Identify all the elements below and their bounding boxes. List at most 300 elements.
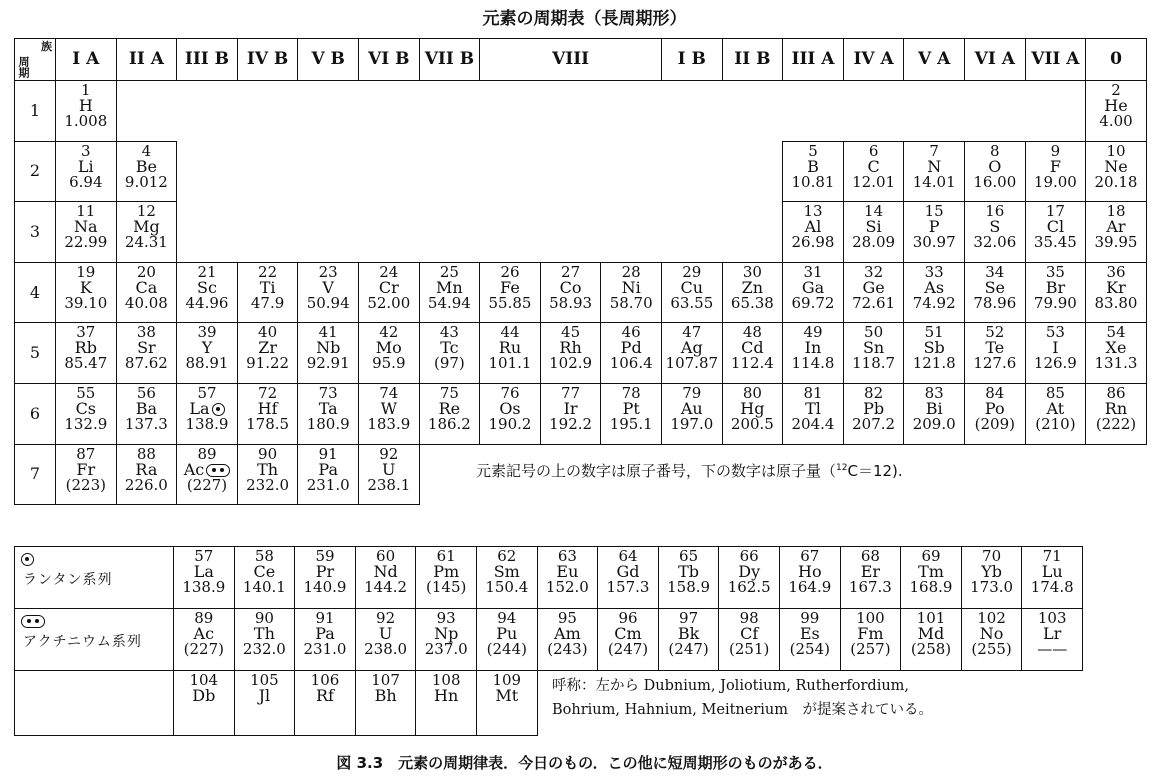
atomic-mass: 137.3 [124, 415, 168, 433]
atomic-number: 108 [431, 671, 461, 689]
atomic-number: 36 [1106, 262, 1126, 281]
element-cell [1025, 322, 1087, 384]
atomic-number: 32 [864, 262, 884, 281]
atomic-mass: 121.8 [912, 354, 956, 373]
element-symbol: Cu [680, 277, 704, 297]
atomic-number: 9 [1050, 141, 1061, 160]
atomic-number: 14 [864, 202, 884, 221]
element-symbol: N [927, 156, 942, 176]
element-cell [843, 141, 905, 203]
element-cell [782, 322, 844, 384]
period-number: 3 [29, 221, 41, 241]
atomic-mass: 19.00 [1033, 172, 1077, 191]
period-number: 6 [29, 403, 41, 423]
group-header [237, 38, 299, 81]
element-cell [55, 322, 117, 384]
element-symbol: Rf [316, 686, 334, 705]
element-symbol: Pu [496, 624, 518, 643]
element-symbol: Md [917, 624, 945, 643]
atomic-mass: 197.0 [670, 415, 714, 433]
atomic-mass: 183.9 [367, 415, 411, 433]
atomic-number: 23 [318, 262, 338, 281]
atomic-number: 17 [1045, 202, 1065, 221]
actinide-label-cell [14, 608, 174, 671]
element-cell [476, 670, 538, 736]
element-symbol: Nb [316, 338, 341, 358]
group-header-label: 0 [1110, 49, 1122, 69]
atomic-number: 101 [916, 609, 946, 627]
atomic-number: 70 [982, 547, 1002, 565]
element-cell [1025, 141, 1087, 203]
atomic-mass: (257) [850, 640, 891, 658]
atomic-number: 109 [492, 671, 522, 689]
element-cell [964, 262, 1026, 324]
element-cell [779, 608, 841, 671]
element-symbol: Ho [798, 562, 822, 581]
atomic-mass: (210) [1035, 415, 1076, 433]
element-symbol: Ge [862, 277, 885, 297]
element-cell [297, 262, 359, 324]
group-header-label: VII A [1031, 49, 1080, 69]
element-cell [1085, 80, 1147, 142]
atomic-number: 11 [76, 202, 96, 221]
atomic-number: 45 [561, 323, 581, 342]
element-symbol: Mo [375, 338, 402, 358]
element-symbol: Ar [1106, 217, 1126, 237]
element-cell [903, 322, 965, 384]
element-symbol: W [380, 399, 398, 418]
element-cell [237, 322, 299, 384]
atomic-mass: 4.00 [1099, 112, 1133, 130]
element-cell [1021, 546, 1083, 609]
corner-period-label: 周期 [17, 56, 30, 78]
name-note-line2: Bohrium, Hahnium, Meitnerium が提案されている。 [552, 702, 933, 718]
element-symbol: P [928, 217, 940, 237]
element-symbol: Sr [137, 338, 156, 358]
element-symbol: Pa [318, 459, 338, 479]
element-symbol: Ca [135, 277, 158, 297]
element-symbol: H [78, 96, 93, 115]
atomic-mass: (209) [974, 415, 1015, 433]
element-cell [55, 444, 117, 506]
atomic-mass: (255) [971, 640, 1012, 658]
group-header-label: V A [918, 49, 951, 69]
atomic-number: 72 [258, 384, 278, 402]
atomic-mass: —— [1037, 640, 1068, 658]
element-cell [540, 262, 602, 324]
atomic-mass: 195.1 [609, 415, 653, 433]
element-symbol: Hg [740, 399, 765, 418]
element-symbol: Be [135, 156, 157, 176]
actinide-label: アクチニウム系列 [23, 634, 142, 650]
atomic-mass: 118.7 [852, 354, 896, 373]
atomic-number: 97 [679, 609, 699, 627]
atomic-mass: 162.5 [727, 578, 771, 596]
atomic-mass: (247) [607, 640, 649, 658]
atomic-mass: 140.1 [242, 578, 286, 596]
group-header-label: VII B [424, 49, 475, 69]
element-symbol: Hf [257, 399, 278, 418]
element-cell [540, 383, 602, 445]
atomic-number: 68 [860, 547, 880, 565]
element-symbol: F [1049, 156, 1061, 176]
atomic-mass: 106.4 [609, 354, 653, 373]
element-cell [173, 670, 235, 736]
atomic-number: 85 [1045, 384, 1065, 402]
header-corner [14, 38, 56, 81]
atomic-mass: (227) [183, 640, 224, 658]
element-cell [1085, 141, 1147, 203]
element-symbol: Hn [434, 686, 459, 705]
atomic-number: 6 [868, 141, 879, 160]
atomic-number: 82 [864, 384, 884, 402]
atomic-mass: 9.012 [124, 172, 168, 191]
atomic-mass: 173.0 [970, 578, 1014, 596]
atomic-number: 105 [250, 671, 279, 689]
element-symbol: Np [434, 624, 459, 643]
element-symbol: Tl [805, 399, 821, 418]
period-label [14, 141, 56, 203]
element-symbol: Ir [563, 399, 578, 418]
element-symbol: S [989, 217, 1001, 237]
atomic-number: 34 [985, 262, 1005, 281]
element-symbol: Fr [76, 459, 96, 479]
atomic-mass: 30.97 [912, 233, 956, 252]
atomic-mass: 231.0 [306, 475, 350, 494]
element-cell [55, 383, 117, 445]
atomic-number: 41 [318, 323, 338, 342]
group-header-label: III A [791, 49, 835, 69]
atomic-mass: (251) [729, 640, 770, 658]
atomic-number: 100 [856, 609, 885, 627]
element-cell [661, 262, 723, 324]
group-header-label: I A [72, 49, 100, 69]
atomic-mass: 204.4 [791, 415, 835, 433]
atomic-mass: 85.47 [64, 354, 108, 373]
atomic-mass: 58.70 [609, 293, 653, 312]
atomic-number: 92 [379, 444, 399, 463]
atomic-number: 24 [379, 262, 399, 281]
element-cell [1025, 262, 1087, 324]
lanthanide-label: ランタン系列 [23, 572, 113, 588]
element-symbol: Rh [559, 338, 582, 358]
element-symbol: Mt [495, 686, 519, 705]
period-label [14, 383, 56, 445]
atomic-mass: 65.38 [730, 293, 774, 312]
atomic-mass: 55.85 [488, 293, 532, 312]
element-symbol: K [79, 277, 92, 297]
element-cell [661, 383, 723, 445]
element-cell [358, 444, 420, 506]
element-symbol: Jl [258, 686, 271, 705]
element-symbol: Ni [621, 277, 641, 297]
element-symbol: As [924, 277, 945, 297]
atomic-mass: 180.9 [306, 415, 350, 433]
atomic-number: 38 [136, 323, 156, 342]
atomic-number: 74 [379, 384, 399, 402]
element-cell [419, 262, 481, 324]
element-symbol: Ac [193, 624, 215, 643]
atomic-mass: 144.2 [364, 578, 408, 596]
element-cell [964, 322, 1026, 384]
element-cell [237, 262, 299, 324]
atomic-mass: 178.5 [246, 415, 290, 433]
element-symbol: Yb [981, 562, 1002, 581]
element-symbol: In [804, 338, 822, 358]
element-cell [419, 322, 481, 384]
atomic-number: 7 [929, 141, 939, 160]
atomic-number: 5 [808, 141, 818, 160]
atomic-number: 83 [924, 384, 944, 402]
atomic-mass: (227) [186, 475, 228, 494]
element-cell [597, 608, 659, 671]
element-cell [658, 546, 720, 609]
atomic-mass: 158.9 [667, 578, 711, 596]
atomic-number: 19 [76, 262, 96, 281]
element-cell [600, 383, 662, 445]
element-cell [903, 383, 965, 445]
atomic-mass: (254) [789, 640, 830, 658]
atomic-mass: 207.2 [852, 415, 896, 433]
atomic-mass: 232.0 [246, 475, 290, 494]
atomic-number: 31 [803, 262, 823, 281]
atomic-mass: 237.0 [424, 640, 468, 658]
element-cell [294, 608, 356, 671]
element-cell [840, 546, 902, 609]
element-cell [900, 546, 962, 609]
atomic-mass: 78.96 [973, 293, 1017, 312]
element-symbol: U [382, 459, 396, 479]
atomic-number: 99 [800, 609, 820, 627]
element-cell [116, 444, 178, 506]
atomic-mass: 140.9 [303, 578, 347, 596]
atomic-number: 90 [254, 609, 274, 627]
element-symbol: Au [680, 399, 703, 418]
atomic-mass: 47.9 [250, 293, 285, 312]
period-number: 2 [29, 161, 41, 181]
group-header [903, 38, 965, 81]
name-note-line1: 呼称：左から Dubnium, Joliotium, Rutherfordium, [552, 678, 910, 694]
element-cell [782, 383, 844, 445]
element-symbol: Pa [315, 624, 335, 643]
element-cell [234, 546, 296, 609]
atomic-mass: 28.09 [852, 233, 896, 252]
atomic-mass: 26.98 [791, 233, 835, 252]
atomic-mass: 32.06 [973, 233, 1017, 252]
atomic-mass: 20.18 [1094, 172, 1138, 191]
atomic-number: 40 [258, 323, 278, 342]
element-cell [294, 546, 356, 609]
atomic-mass: 39.10 [64, 293, 108, 312]
atomic-mass: 102.9 [549, 354, 593, 373]
element-symbol: Cr [378, 277, 399, 297]
atomic-number: 4 [141, 141, 152, 160]
atomic-number: 89 [194, 609, 214, 627]
element-cell [1025, 201, 1087, 263]
element-symbol: Sc [197, 277, 217, 297]
element-cell [297, 322, 359, 384]
element-cell [116, 201, 178, 263]
element-cell [419, 383, 481, 445]
element-symbol: Tm [918, 562, 944, 581]
element-cell [658, 608, 720, 671]
name-proposal-note [552, 674, 1152, 722]
element-symbol: B [807, 156, 819, 176]
element-cell [176, 383, 238, 445]
element-cell [537, 608, 599, 671]
atomic-number: 52 [985, 323, 1005, 342]
group-header [116, 38, 178, 81]
element-cell [961, 546, 1023, 609]
atomic-number: 66 [739, 547, 759, 565]
element-cell [661, 322, 723, 384]
atomic-mass: 150.4 [485, 578, 529, 596]
element-cell [961, 608, 1023, 671]
atomic-number: 55 [76, 384, 96, 402]
atomic-mass: 52.00 [367, 293, 411, 312]
atomic-mass: (222) [1095, 415, 1137, 433]
atomic-number: 50 [864, 323, 884, 342]
group-header [722, 38, 784, 81]
atomic-mass: 87.62 [124, 354, 168, 373]
element-cell [718, 608, 780, 671]
element-symbol: Er [860, 562, 881, 581]
atomic-number: 48 [742, 323, 762, 342]
atomic-number: 54 [1106, 323, 1126, 342]
atomic-mass: 126.9 [1033, 354, 1077, 373]
element-cell [294, 670, 356, 736]
atomic-mass: (247) [668, 640, 709, 658]
atomic-mass: 138.9 [185, 415, 229, 433]
group-header [782, 38, 844, 81]
note-text-before: 元素記号の上の数字は原子番号，下の数字は原子量（ [476, 462, 837, 480]
atomic-number: 81 [803, 384, 823, 402]
atomic-mass: 168.9 [909, 578, 953, 596]
atomic-mass: 238.1 [367, 475, 411, 494]
atomic-number: 79 [682, 384, 702, 402]
element-cell [1085, 383, 1147, 445]
element-cell [234, 608, 296, 671]
element-symbol: Es [799, 624, 820, 643]
period-number: 5 [29, 343, 41, 363]
element-symbol: Ga [801, 277, 825, 297]
element-cell [355, 608, 417, 671]
atomic-number: 107 [371, 671, 400, 689]
element-cell [355, 670, 417, 736]
atomic-number: 67 [800, 547, 820, 565]
element-cell [116, 322, 178, 384]
group-header-label: III B [184, 49, 230, 69]
atomic-number: 87 [76, 444, 96, 463]
period-number: 7 [29, 464, 41, 484]
element-symbol: Pm [433, 562, 460, 581]
group-header-label: VIII [552, 49, 590, 69]
element-symbol: Lu [1041, 562, 1063, 581]
lanthanide-marker-icon [21, 553, 34, 566]
atomic-mass: 186.2 [427, 415, 471, 433]
atomic-number: 35 [1045, 262, 1065, 281]
element-cell [55, 262, 117, 324]
element-symbol: O [988, 156, 1002, 176]
atomic-mass: 10.81 [791, 172, 835, 191]
atomic-mass: 157.3 [606, 578, 650, 596]
group-header [55, 38, 117, 81]
element-symbol: Eu [556, 562, 579, 581]
atomic-mass: 92.91 [306, 354, 350, 373]
group-header-label: II B [734, 49, 771, 69]
atomic-number: 20 [136, 262, 156, 281]
element-symbol: Tb [678, 562, 700, 581]
element-symbol: U [378, 624, 393, 643]
element-symbol: Cl [1046, 217, 1065, 237]
element-symbol: La [193, 562, 214, 581]
atomic-mass: 58.93 [549, 293, 593, 312]
atomic-number: 56 [136, 384, 156, 402]
atomic-number: 62 [497, 547, 517, 565]
atomic-number: 86 [1106, 384, 1126, 402]
atomic-mass: 167.3 [848, 578, 892, 596]
element-cell [840, 608, 902, 671]
atomic-number: 33 [924, 262, 944, 281]
element-cell [843, 383, 905, 445]
atomic-mass: (243) [547, 640, 588, 658]
element-symbol: Pr [315, 562, 335, 581]
element-cell [600, 322, 662, 384]
element-symbol: Sm [493, 562, 520, 581]
element-symbol: Dy [738, 562, 761, 581]
corner-group-label: 族 [41, 40, 52, 53]
element-symbol: Th [257, 459, 279, 479]
atomic-mass: 83.80 [1094, 293, 1138, 312]
element-cell [779, 546, 841, 609]
element-cell [55, 201, 117, 263]
atomic-number: 90 [258, 444, 278, 463]
element-cell [782, 141, 844, 203]
element-symbol: Pb [863, 399, 885, 418]
element-cell [782, 262, 844, 324]
element-symbol: No [979, 624, 1004, 643]
element-cell [358, 262, 420, 324]
atomic-number: 16 [985, 202, 1005, 221]
element-symbol: Nd [373, 562, 398, 581]
atomic-number: 65 [679, 547, 699, 565]
element-cell [415, 608, 477, 671]
element-symbol: Te [985, 338, 1005, 358]
element-cell [479, 322, 541, 384]
page-title: 元素の周期表（長周期形） [482, 9, 687, 29]
period-label [14, 322, 56, 384]
atomic-number: 29 [682, 262, 702, 281]
atomic-mass: 12.01 [852, 172, 896, 191]
element-cell [358, 383, 420, 445]
atomic-mass: 226.0 [124, 475, 168, 494]
atomic-number: 51 [924, 323, 944, 342]
atomic-number: 26 [500, 262, 520, 281]
element-symbol: La [189, 399, 210, 418]
element-symbol: Co [559, 277, 582, 297]
element-cell [176, 322, 238, 384]
atomic-number: 84 [985, 384, 1005, 402]
element-symbol: Li [77, 156, 94, 176]
atomic-number: 47 [682, 323, 702, 342]
element-symbol: Br [1045, 277, 1066, 297]
element-cell [537, 546, 599, 609]
element-cell [415, 670, 477, 736]
atomic-mass: 6.94 [69, 172, 103, 191]
atomic-number: 75 [439, 384, 459, 402]
element-cell [355, 546, 417, 609]
atomic-mass: 190.2 [488, 415, 532, 433]
